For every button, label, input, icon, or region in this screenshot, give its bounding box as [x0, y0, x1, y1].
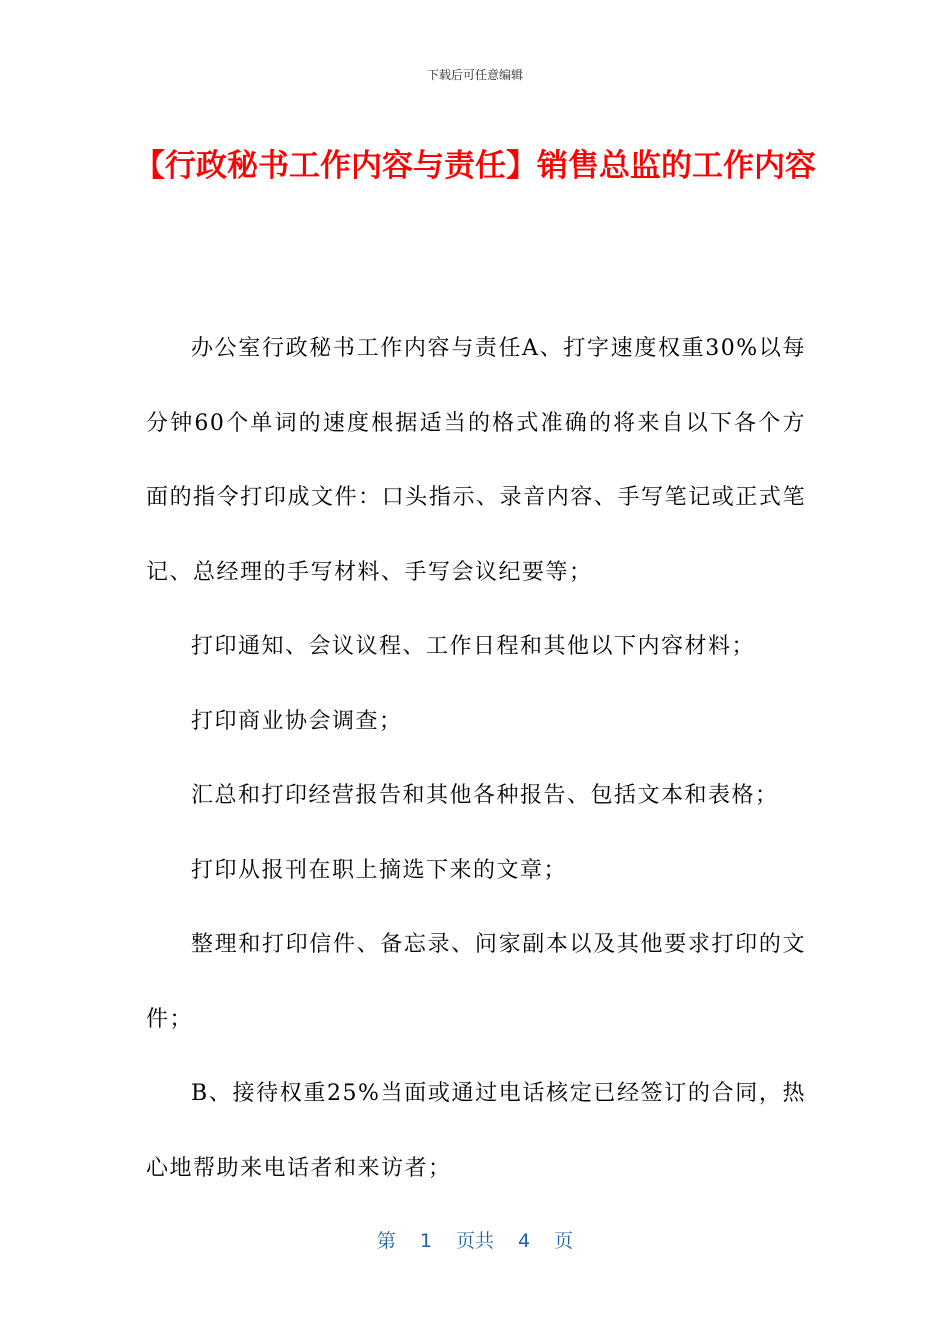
page-total-number: 4: [518, 1230, 531, 1252]
paragraph: 打印从报刊在职上摘选下来的文章；: [191, 857, 568, 883]
document-body: [146, 312, 806, 1206]
page-footer: [0, 1226, 950, 1253]
paragraph: B、接待权重25%当面或通过电话核定已经签订的合同，热心地帮助来电话者和来访者；: [146, 1081, 806, 1181]
page-label-middle: 页共: [455, 1230, 494, 1252]
paragraph: 打印通知、会议议程、工作日程和其他以下内容材料；: [191, 634, 756, 659]
paragraph: 办公室行政秘书工作内容与责任A、打字速度权重30%以每分钟60个单词的速度根据适当的格式准确的将来自以下各个方面的指令打印成文件：口头指示、录音内容、手写笔记或正式笔记、总经理的手写材料、手写会议纪要等；: [146, 336, 806, 585]
paragraph: 汇总和打印经营报告和其他各种报告、包括文本和表格；: [191, 783, 779, 808]
document-title: 【行政秘书工作内容与责任】销售总监的工作内容: [134, 148, 816, 184]
page-label-prefix: 第: [376, 1230, 396, 1252]
header-note: 下载后可任意编辑: [426, 68, 523, 82]
paragraph: 打印商业协会调查；: [191, 708, 403, 734]
paragraph: 整理和打印信件、备忘录、问家副本以及其他要求打印的文件；: [146, 932, 806, 1032]
page-label-suffix: 页: [554, 1230, 574, 1252]
page-current-number: 1: [419, 1230, 432, 1252]
